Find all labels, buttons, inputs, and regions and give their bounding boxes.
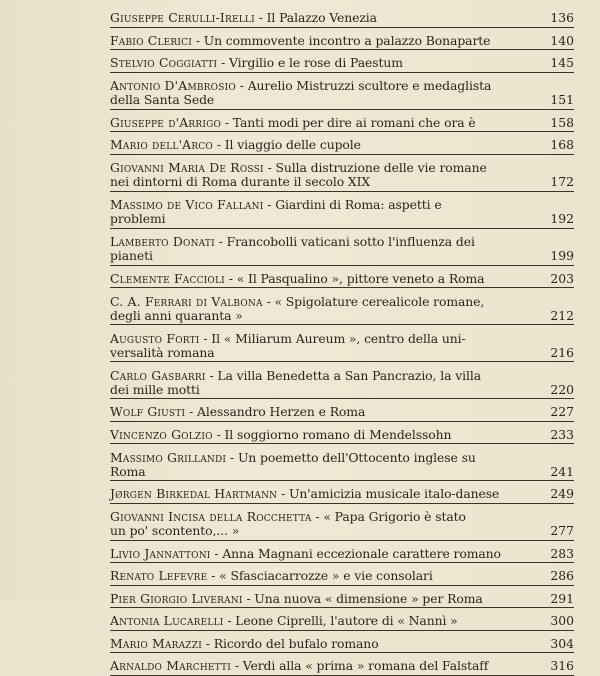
toc-entry (110, 563, 574, 586)
entry-page-number: 316 (550, 658, 574, 674)
entry-text (110, 369, 538, 397)
entry-author: Augusto Forti (110, 330, 200, 346)
entry-title: - Il viaggio delle cupole (212, 137, 361, 153)
entry-title: - Virgilio e le rose di Paestum (217, 55, 403, 71)
entry-page-number: 233 (550, 426, 574, 442)
entry-text (110, 405, 538, 419)
entry-title: - Ricordo del bufalo romano (201, 635, 379, 651)
entry-page-number: 158 (550, 114, 574, 130)
toc-entry (110, 541, 574, 564)
entry-title: - « Papa Grigorio è stato un po' scontento,... » (110, 509, 466, 539)
entry-text (110, 510, 538, 538)
entry-page-number: 212 (550, 307, 574, 323)
entry-page-number: 172 (550, 174, 574, 190)
entry-author: Arnaldo Marchetti (110, 658, 232, 674)
entry-author: Renato Lefevre (110, 568, 208, 584)
entry-author: Giovanni Maria De Rossi (110, 160, 264, 176)
entry-page-number: 136 (550, 10, 574, 26)
entry-page-number: 140 (550, 32, 574, 48)
entry-title: - Aurelio Mistruzzi scultore e medaglista della Santa Sede (110, 78, 492, 108)
toc-entry (110, 399, 574, 422)
entry-title: - Un'amicizia musicale italo-danese (277, 486, 500, 502)
entry-author: Massimo de Vico Fallani (110, 197, 264, 213)
toc-entry (110, 481, 574, 504)
entry-author: Lamberto Donati (110, 234, 215, 250)
entry-title: - Tanti modi per dire ai romani che ora è (221, 114, 476, 130)
entry-title: - Anna Magnani eccezionale carattere romano (210, 545, 501, 561)
entry-title: - « Il Pasqualino », pittore veneto a Roma (224, 270, 485, 286)
toc-entry (110, 73, 574, 110)
entry-text (110, 198, 538, 226)
entry-text (110, 332, 538, 360)
entry-page-number: 168 (550, 137, 574, 153)
entry-text (110, 161, 538, 189)
entry-author: Carlo Gasbarri (110, 367, 206, 383)
entry-author: Giuseppe Cerulli-Irelli (110, 10, 255, 26)
entry-page-number: 277 (550, 523, 574, 539)
toc-entry (110, 586, 574, 609)
entry-title: - Leone Ciprelli, l'autore di « Nannì » (223, 613, 458, 629)
entry-text (110, 138, 538, 152)
entry-page-number: 151 (550, 92, 574, 108)
toc-entry (110, 653, 574, 676)
entry-page-number: 300 (550, 613, 574, 629)
entry-page-number: 145 (550, 55, 574, 71)
entry-author: Massimo Grillandi (110, 449, 227, 465)
entry-text (110, 272, 538, 286)
entry-title: - Un poemetto dell'Ottocento inglese su Roma (110, 449, 476, 479)
entry-text (110, 79, 538, 107)
toc-entry (110, 132, 574, 155)
entry-title: - Alessandro Herzen e Roma (185, 404, 366, 420)
toc-entry (110, 444, 574, 481)
entry-title: - Il soggiorno romano di Mendelssohn (212, 426, 452, 442)
entry-title: - « Spigolature cerealicole romane, degli anni quaranta » (110, 293, 485, 323)
table-of-contents (110, 5, 574, 676)
entry-text (110, 592, 538, 606)
entry-text (110, 614, 538, 628)
entry-title: - Un commovente incontro a palazzo Bonaparte (191, 32, 491, 48)
entry-page-number: 227 (550, 404, 574, 420)
entry-text (110, 487, 538, 501)
entry-text (110, 116, 538, 130)
toc-entry (110, 28, 574, 51)
entry-title: - Verdi alla « prima » romana del Falstaff (231, 658, 489, 674)
entry-author: Antonio D'Ambrosio (110, 78, 236, 94)
entry-author: Giovanni Incisa della Rocchetta (110, 509, 312, 525)
entry-page-number: 283 (550, 545, 574, 561)
toc-entry (110, 229, 574, 266)
toc-entry (110, 192, 574, 229)
entry-title: - Il « Miliarum Aureum », centro della uni- versalità romana (110, 330, 466, 360)
entry-author: Mario Marazzi (110, 635, 202, 651)
toc-entry (110, 325, 574, 362)
entry-author: Vincenzo Golzio (110, 426, 213, 442)
entry-text (110, 428, 538, 442)
entry-title: - Una nuova « dimensione » per Roma (242, 590, 483, 606)
entry-page-number: 304 (550, 635, 574, 651)
toc-entry (110, 110, 574, 133)
toc-entry (110, 631, 574, 654)
entry-page-number: 203 (550, 270, 574, 286)
entry-page-number: 199 (550, 248, 574, 264)
toc-entry (110, 504, 574, 541)
entry-author: C. A. Ferrari di Valbona (110, 293, 263, 309)
entry-title: - La villa Benedetta a San Pancrazio, la villa dei mille motti (110, 367, 481, 397)
toc-entry (110, 50, 574, 73)
entry-text (110, 451, 538, 479)
entry-title: - « Sfasciacarrozze » e vie consolari (207, 568, 433, 584)
entry-text (110, 659, 538, 673)
entry-author: Antonia Lucarelli (110, 613, 224, 629)
entry-author: Jørgen Birkedal Hartmann (110, 486, 278, 502)
entry-title: - Francobolli vaticani sotto l'influenza dei pianeti (110, 234, 475, 264)
entry-page-number: 220 (550, 381, 574, 397)
entry-text (110, 56, 538, 70)
toc-entry (110, 288, 574, 325)
entry-title: - Giardini di Roma: aspetti e problemi (110, 197, 442, 227)
entry-author: Livio Jannattoni (110, 545, 211, 561)
entry-page-number: 216 (550, 344, 574, 360)
entry-title: - Sulla distruzione delle vie romane nei dintorni di Roma durante il secolo XIX (110, 160, 487, 190)
entry-text (110, 637, 538, 651)
entry-page-number: 192 (550, 211, 574, 227)
entry-text (110, 34, 538, 48)
entry-text (110, 547, 538, 561)
entry-page-number: 249 (550, 486, 574, 502)
toc-entry (110, 155, 574, 192)
entry-author: Clemente Faccioli (110, 270, 225, 286)
entry-author: Giuseppe d'Arrigo (110, 114, 222, 130)
toc-entry (110, 266, 574, 289)
entry-page-number: 286 (550, 568, 574, 584)
entry-text (110, 569, 538, 583)
entry-author: Mario dell'Arco (110, 137, 213, 153)
entry-page-number: 291 (550, 590, 574, 606)
entry-author: Stelvio Coggiatti (110, 55, 218, 71)
entry-text (110, 235, 538, 263)
entry-author: Wolf Giusti (110, 404, 186, 420)
toc-entry (110, 362, 574, 399)
entry-text (110, 11, 538, 25)
entry-author: Pier Giorgio Liverani (110, 590, 243, 606)
entry-title: - Il Palazzo Venezia (254, 10, 377, 26)
toc-entry (110, 608, 574, 631)
toc-entry (110, 422, 574, 445)
entry-author: Fabio Clerici (110, 32, 192, 48)
entry-text (110, 295, 538, 323)
toc-entry (110, 5, 574, 28)
entry-page-number: 241 (550, 463, 574, 479)
